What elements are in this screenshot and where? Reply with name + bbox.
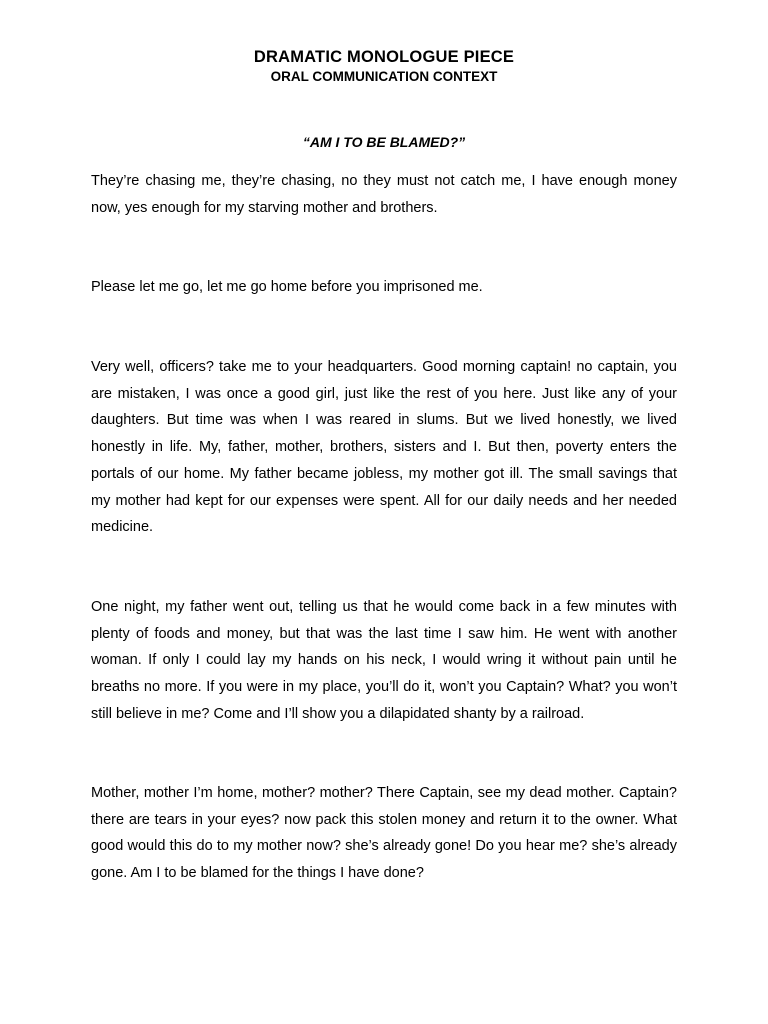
document-title: DRAMATIC MONOLOGUE PIECE: [253, 48, 515, 66]
paragraph: One night, my father went out, telling us that he would come back in a few minutes with plenty of foods and money, but that was the last time I saw him. He went with another woman. If only I could lay my hands on his neck, I would wring it without pain until he breaths no more. If you were in my place, you’ll do it, won’t you Captain? What? you won’t still believe in me? Come and I’ll show you a dilapidated shanty by a railroad.: [91, 599, 677, 722]
paragraph: Mother, mother I’m home, mother? mother? There Captain, see my dead mother. Captain? there are tears in your eyes? now pack this stolen money and return it to the owner. What good would this do to my mother now? she’s already gone! Do you hear me? she’s already gone. Am I to be blamed for the things I have done?: [91, 785, 677, 882]
paragraph: Please let me go, let me go home before you imprisoned me.: [91, 279, 483, 295]
piece-title: “AM I TO BE BLAMED?”: [302, 134, 466, 150]
paragraph: Very well, officers? take me to your headquarters. Good morning captain! no captain, you are mistaken, I was once a good girl, just like the rest of you here. Just like any of your daughters. But time was when I was reared in slums. But we lived honestly, we lived honestly in life. My, father, mother, brothers, sisters and I. But then, poverty enters the portals of our home. My father became jobless, my mother got ill. The small savings that my mother had kept for our expenses were spent. All for our daily needs and her needed medicine.: [91, 359, 677, 536]
paragraph: They’re chasing me, they’re chasing, no they must not catch me, I have enough money now, yes enough for my starving mother and brothers.: [91, 173, 677, 216]
document-subtitle: ORAL COMMUNICATION CONTEXT: [270, 69, 498, 84]
